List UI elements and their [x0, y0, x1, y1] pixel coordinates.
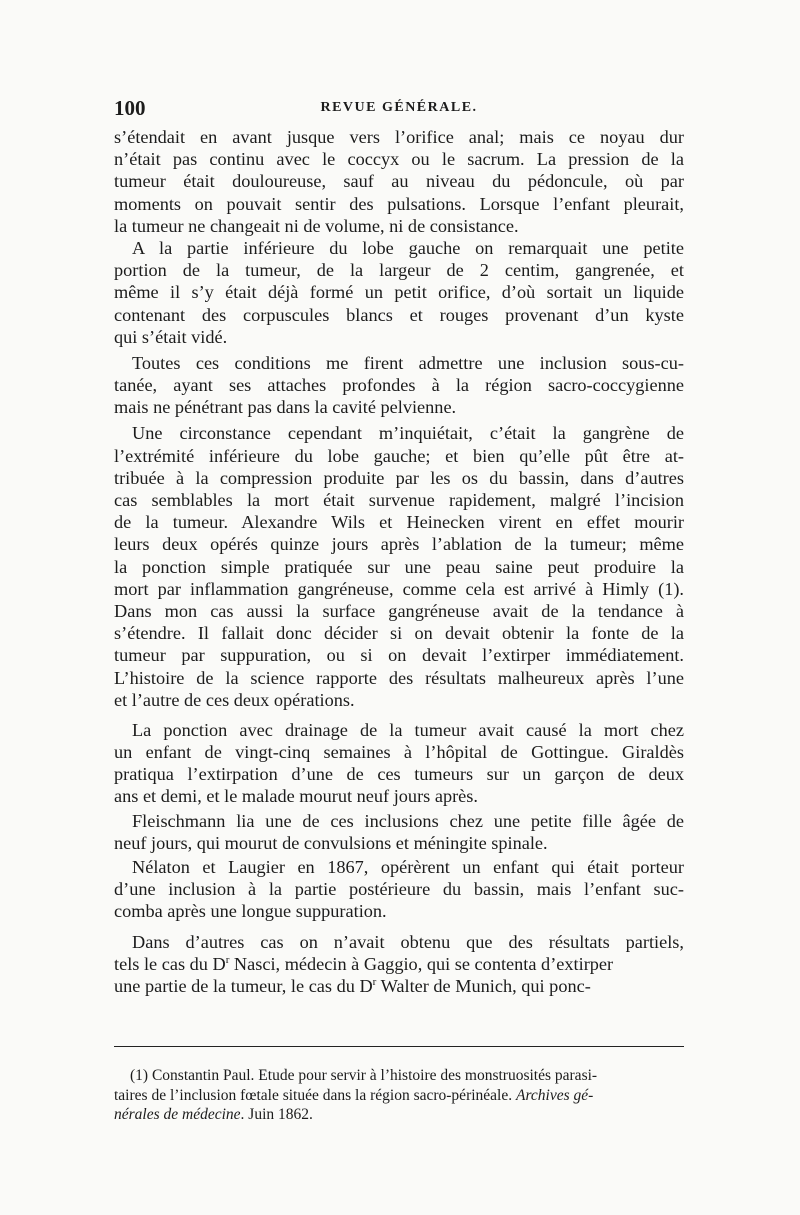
text-line: la ponction simple pratiquée sur une peau saine peut produire la: [114, 556, 684, 577]
text-line: mort par inflammation gangréneuse, comme cela est arrivé à Himly (1).: [114, 578, 684, 599]
paragraph-start: A la partie inférieure du lobe gauche on remarquait une petite: [132, 237, 684, 258]
text-line: neuf jours, qui mourut de convulsions et méningite spinale.: [114, 832, 548, 853]
text-line: s’étendait en avant jusque vers l’orifice anal; mais ce noyau dur: [114, 127, 684, 147]
text-line-with-superscript: [114, 975, 684, 997]
paragraph-start: La ponction avec drainage de la tumeur avait causé la mort chez: [132, 719, 684, 740]
paragraph-start: Fleischmann lia une de ces inclusions chez une petite fille âgée de: [132, 810, 684, 831]
footnote-line: [114, 1086, 684, 1106]
text-line: L’histoire de la science rapporte des résultats malheureux après l’une: [114, 667, 684, 688]
text-line: n’était pas continu avec le coccyx ou le sacrum. La pression de la: [114, 149, 684, 170]
text-line: ans et demi, et le malade mourut neuf jours après.: [114, 786, 478, 807]
text-line: même il s’y était déjà formé un petit orifice, d’où sortait un liquide: [114, 282, 684, 303]
text-line: et l’autre de ces deux opérations.: [114, 689, 355, 710]
text-fragment: tels le cas du D: [114, 953, 226, 974]
page-number: 100: [114, 96, 146, 120]
text-line: la tumeur ne changeait ni de volume, ni de consistance.: [114, 215, 519, 236]
text-line: Dans mon cas aussi la surface gangréneuse avait de la tendance à: [114, 600, 684, 621]
paragraph-start: Dans d’autres cas on n’avait obtenu que des résultats partiels,: [132, 931, 684, 952]
footnote-journal-title: nérales de médecine: [114, 1106, 241, 1123]
text-line: s’étendre. Il fallait donc décider si on devait obtenir la fonte de la: [114, 623, 684, 644]
text-fragment: une partie de la tumeur, le cas du D: [114, 975, 373, 996]
paragraph-start: Nélaton et Laugier en 1867, opérèrent un enfant qui était porteur: [132, 857, 684, 877]
footnote-journal-title: Archives gé-: [515, 1086, 594, 1104]
text-line-with-superscript: [114, 953, 684, 975]
footnote-divider: [114, 1046, 684, 1047]
text-line: l’extrémité inférieure du lobe gauche; et bien qu’elle pût être at-: [114, 445, 684, 466]
text-line: leurs deux opérés quinze jours après l’ablation de la tumeur; même: [114, 534, 684, 555]
footnote-line: (1) Constantin Paul. Etude pour servir à l’histoire des monstruosités parasi-: [130, 1067, 598, 1084]
text-line: tanée, ayant ses attaches profondes à la région sacro-coccygienne: [114, 375, 684, 396]
text-line: mais ne pénétrant pas dans la cavité pelvienne.: [114, 397, 457, 418]
text-line: qui s’était vidé.: [114, 326, 228, 347]
text-line: moments on pouvait sentir des pulsations. Lorsque l’enfant pleurait,: [114, 193, 684, 214]
text-line: comba après une longue suppuration.: [114, 901, 387, 922]
footnote-date: . Juin 1862.: [240, 1106, 313, 1123]
text-line: cas semblables la mort était survenue rapidement, malgré l’incision: [114, 490, 684, 510]
text-line: de la tumeur. Alexandre Wils et Heinecken virent en effet mourir: [114, 512, 684, 533]
text-line: tumeur était douloureuse, sauf au niveau du pédoncule, où par: [114, 171, 684, 192]
text-line: portion de la tumeur, de la largeur de 2 centim, gangrenée, et: [114, 260, 684, 281]
superscript: r: [372, 975, 377, 988]
text-line: pratiqua l’extirpation d’une de ces tumeurs sur un garçon de deux: [114, 764, 684, 785]
text-line: un enfant de vingt-cinq semaines à l’hôpital de Gottingue. Giraldès: [114, 742, 684, 763]
running-head: REVUE GÉNÉRALE.: [320, 100, 478, 115]
page-header: [114, 96, 684, 120]
text-line: d’une inclusion à la partie postérieure du bassin, mais l’enfant suc-: [114, 879, 684, 900]
text-fragment: Walter de Munich, qui ponc-: [376, 975, 591, 996]
text-fragment: Nasci, médecin à Gaggio, qui se contenta d’extirper: [229, 953, 614, 974]
superscript: r: [225, 953, 230, 966]
footnote-text: taires de l’inclusion fœtale située dans la région sacro-périnéale.: [114, 1086, 516, 1104]
text-line: tumeur par suppuration, ou si on devait l’extirper immédiatement.: [114, 645, 684, 666]
footnote: [114, 1066, 684, 1125]
body-text: [114, 126, 684, 997]
footnote-line: [114, 1105, 684, 1125]
text-line: contenant des corpuscules blancs et rouges provenant d’un kyste: [114, 304, 684, 325]
text-line: tribuée à la compression produite par les os du bassin, dans d’autres: [114, 467, 684, 488]
paragraph-start: Une circonstance cependant m’inquiétait, c’était la gangrène de: [132, 423, 684, 444]
paragraph-start: Toutes ces conditions me firent admettre une inclusion sous-cu-: [132, 352, 684, 373]
